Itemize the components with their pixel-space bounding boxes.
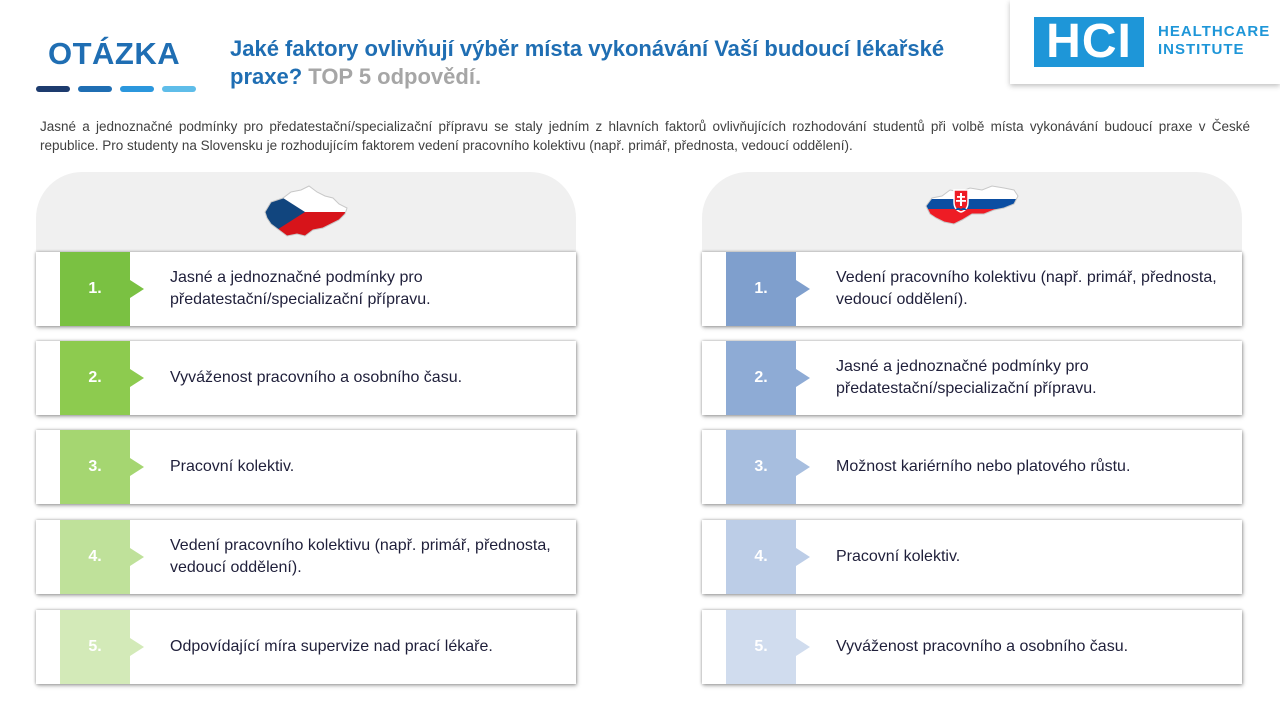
rank-badge: 5. — [726, 610, 796, 684]
rank-badge: 5. — [60, 610, 130, 684]
factor-text: Pracovní kolektiv. — [836, 548, 961, 565]
czech-panel — [36, 172, 576, 262]
sk-item-3 — [702, 430, 1242, 504]
logo-line-1: HEALTHCARE — [1158, 23, 1271, 40]
factor-text: Vedení pracovního kolektivu (např. primář, přednosta, vedoucí oddělení). — [170, 537, 551, 576]
logo-line-2: INSTITUTE — [1158, 41, 1245, 58]
intro-paragraph: Jasné a jednoznačné podmínky pro předatestační/specializační přípravu se staly jedním z hlavních faktorů ovlivňujících rozhodování studentů při volbě místa vykonávání budoucí praxe v České republice. Pro studenty na Slovensku je rozhodujícím faktorem vedení pracovního kolektivu (např. primář, přednosta, vedoucí oddělení). — [40, 119, 1250, 153]
factor-text: Možnost kariérního nebo platového růstu. — [836, 458, 1131, 475]
page-title — [230, 35, 990, 91]
hci-logo-mark: HCI — [1034, 17, 1144, 67]
dash-2 — [78, 86, 112, 92]
slovak-flag-map-icon — [924, 184, 1020, 228]
sk-item-5 — [702, 610, 1242, 684]
dash-1 — [36, 86, 70, 92]
factor-text: Pracovní kolektiv. — [170, 458, 295, 475]
rank-badge: 4. — [60, 520, 130, 594]
factor-text: Vedení pracovního kolektivu (např. primář, přednosta, vedoucí oddělení). — [836, 269, 1217, 308]
dash-3 — [120, 86, 154, 92]
dash-4 — [162, 86, 196, 92]
rank-badge: 2. — [60, 341, 130, 415]
cz-item-3 — [36, 430, 576, 504]
cz-item-1 — [36, 252, 576, 326]
title-sub: TOP 5 odpovědí. — [308, 64, 482, 89]
rank-badge: 3. — [726, 430, 796, 504]
sk-item-4 — [702, 520, 1242, 594]
cz-item-4 — [36, 520, 576, 594]
rank-badge: 1. — [726, 252, 796, 326]
factor-text: Odpovídající míra supervize nad prací lékaře. — [170, 638, 493, 655]
hci-logo — [1010, 0, 1280, 84]
slovak-coat-of-arms-icon — [954, 190, 968, 212]
cz-item-2 — [36, 341, 576, 415]
sk-item-1 — [702, 252, 1242, 326]
czech-flag-map-icon — [261, 184, 351, 240]
title-main: Jaké faktory ovlivňují výběr místa vykonávání Vaší budoucí lékařské praxe? — [230, 36, 945, 89]
rank-badge: 4. — [726, 520, 796, 594]
factor-text: Vyváženost pracovního a osobního času. — [170, 369, 463, 386]
rank-badge: 3. — [60, 430, 130, 504]
factor-text: Jasné a jednoznačné podmínky pro předatestační/specializační přípravu. — [170, 269, 431, 308]
rank-badge: 1. — [60, 252, 130, 326]
rank-badge: 2. — [726, 341, 796, 415]
decorative-dashes — [36, 86, 196, 92]
sk-item-2 — [702, 341, 1242, 415]
factor-text: Jasné a jednoznačné podmínky pro předatestační/specializační přípravu. — [836, 358, 1097, 397]
cz-item-5 — [36, 610, 576, 684]
hci-logo-text — [1158, 23, 1270, 59]
factor-text: Vyváženost pracovního a osobního času. — [836, 638, 1129, 655]
slovak-panel — [702, 172, 1242, 262]
question-label: OTÁZKA — [48, 36, 181, 71]
